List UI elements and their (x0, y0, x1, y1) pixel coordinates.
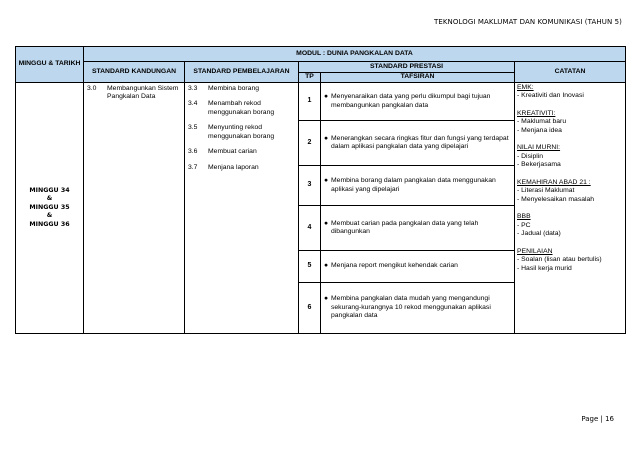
catatan-title: EMK: (517, 84, 534, 91)
tafsiran-text: Membuat carian pada pangkalan data yang telah dibangunkan (331, 219, 479, 235)
sk-text: Membangunkan Sistem Pangkalan Data (107, 85, 179, 101)
catatan-line: - Bekerjasama (517, 161, 561, 169)
catatan-line: - Soalan (lisan atau bertulis) (517, 256, 602, 264)
catatan-title: BBB (517, 213, 531, 221)
week-separator: & (46, 195, 53, 203)
catatan-group (517, 110, 623, 135)
catatan-line: - Hasil kerja murid (517, 264, 572, 272)
sp-text: Menambah rekod menggunakan borang (208, 100, 275, 116)
col-week-header: MINGGU & TARIKH (16, 47, 84, 83)
col-catatan-header: CATATAN (515, 62, 626, 83)
catatan-title: KEMAHIRAN ABAD 21 : (517, 178, 591, 186)
bullet-icon: ● (324, 134, 329, 142)
sp-item (188, 164, 295, 172)
tp-level: 4 (299, 206, 321, 251)
tafsiran-text: Menyenaraikan data yang perlu dikumpul bagi tujuan membangunkan pangkalan data (331, 93, 491, 109)
sp-text: Menjana laporan (208, 163, 259, 171)
col-sk-header: STANDARD KANDUNGAN (84, 62, 185, 83)
col-prestasi-header: STANDARD PRESTASI (299, 62, 515, 73)
catatan-line: - Maklumat baru (517, 118, 567, 126)
tafsiran-cell (321, 206, 515, 251)
catatan-cell (515, 83, 626, 334)
sp-number: 3.6 (188, 148, 198, 156)
sp-text: Membina borang (208, 85, 260, 92)
catatan-line: - Kreativiti dan Inovasi (517, 92, 584, 100)
tafsiran-text: Membina borang dalam pangkalan data menggunakan aplikasi yang dipelajari (331, 177, 496, 193)
tafsiran-cell (321, 166, 515, 206)
col-tp-header: TP (299, 73, 321, 83)
catatan-title: NILAI MURNI: (517, 144, 561, 152)
sp-item (188, 124, 295, 141)
col-tafsiran-header: TAFSIRAN (321, 73, 515, 83)
sp-number: 3.5 (188, 124, 198, 132)
module-title: MODUL : DUNIA PANGKALAN DATA (84, 47, 626, 62)
sp-item (188, 85, 295, 93)
catatan-group (517, 213, 623, 238)
page-header-title: TEKNOLOGI MAKLUMAT DAN KOMUNIKASI (TAHUN 5) (433, 18, 622, 26)
sp-text: Menyunting rekod menggunakan borang (208, 124, 275, 140)
tp-level: 3 (299, 166, 321, 206)
tp-level: 5 (299, 251, 321, 283)
tafsiran-text: Menjana report mengikut kehendak carian (331, 262, 458, 270)
tp-level: 1 (299, 83, 321, 121)
tafsiran-cell (321, 283, 515, 334)
catatan-title: PENILAIAN (517, 247, 553, 255)
tafsiran-text: Membina pangkalan data mudah yang mengandungi sekurang-kurangnya 10 rekod menggunakan aplikasi pangkalan data (331, 295, 491, 320)
week-cell (16, 83, 84, 334)
sk-cell (84, 83, 185, 334)
page-number: Page | 16 (581, 415, 614, 423)
catatan-line: - Disiplin (517, 152, 544, 160)
sp-number: 3.7 (188, 163, 198, 171)
bullet-icon: ● (324, 219, 329, 227)
bullet-icon: ● (324, 93, 329, 101)
tafsiran-cell (321, 83, 515, 121)
bullet-icon: ● (324, 262, 329, 270)
sp-cell (185, 83, 299, 334)
week-separator: & (46, 212, 53, 220)
bullet-icon: ● (324, 177, 329, 185)
catatan-line: - Menyelesaikan masalah (517, 195, 595, 203)
catatan-group (517, 84, 623, 101)
sp-number: 3.4 (188, 100, 198, 108)
catatan-group (517, 248, 623, 273)
tp-level: 6 (299, 283, 321, 334)
sk-number: 3.0 (87, 85, 97, 92)
catatan-line: - PC (517, 221, 531, 229)
catatan-line: - Literasi Maklumat (517, 187, 575, 195)
sp-number: 3.3 (188, 85, 198, 92)
catatan-group (517, 179, 623, 204)
sp-item (188, 148, 295, 156)
bullet-icon: ● (324, 295, 329, 303)
week-label: MINGGU 34 (29, 186, 70, 194)
sp-item (188, 100, 295, 117)
sp-text: Membuat carian (208, 148, 257, 156)
lesson-plan-table (15, 46, 626, 334)
catatan-line: - Jadual (data) (517, 230, 561, 238)
week-label: MINGGU 35 (29, 203, 70, 211)
catatan-group (517, 144, 623, 169)
tafsiran-cell (321, 251, 515, 283)
tafsiran-text: Menerangkan secara ringkas fitur dan fungsi yang terdapat dalam aplikasi pangkalan data yang dipelajari (331, 134, 509, 150)
col-sp-header: STANDARD PEMBELAJARAN (185, 62, 299, 83)
week-label: MINGGU 36 (29, 220, 70, 228)
tafsiran-cell (321, 121, 515, 166)
catatan-line: - Menjana idea (517, 126, 562, 134)
catatan-title: KREATIVITI: (517, 109, 556, 117)
tp-level: 2 (299, 121, 321, 166)
